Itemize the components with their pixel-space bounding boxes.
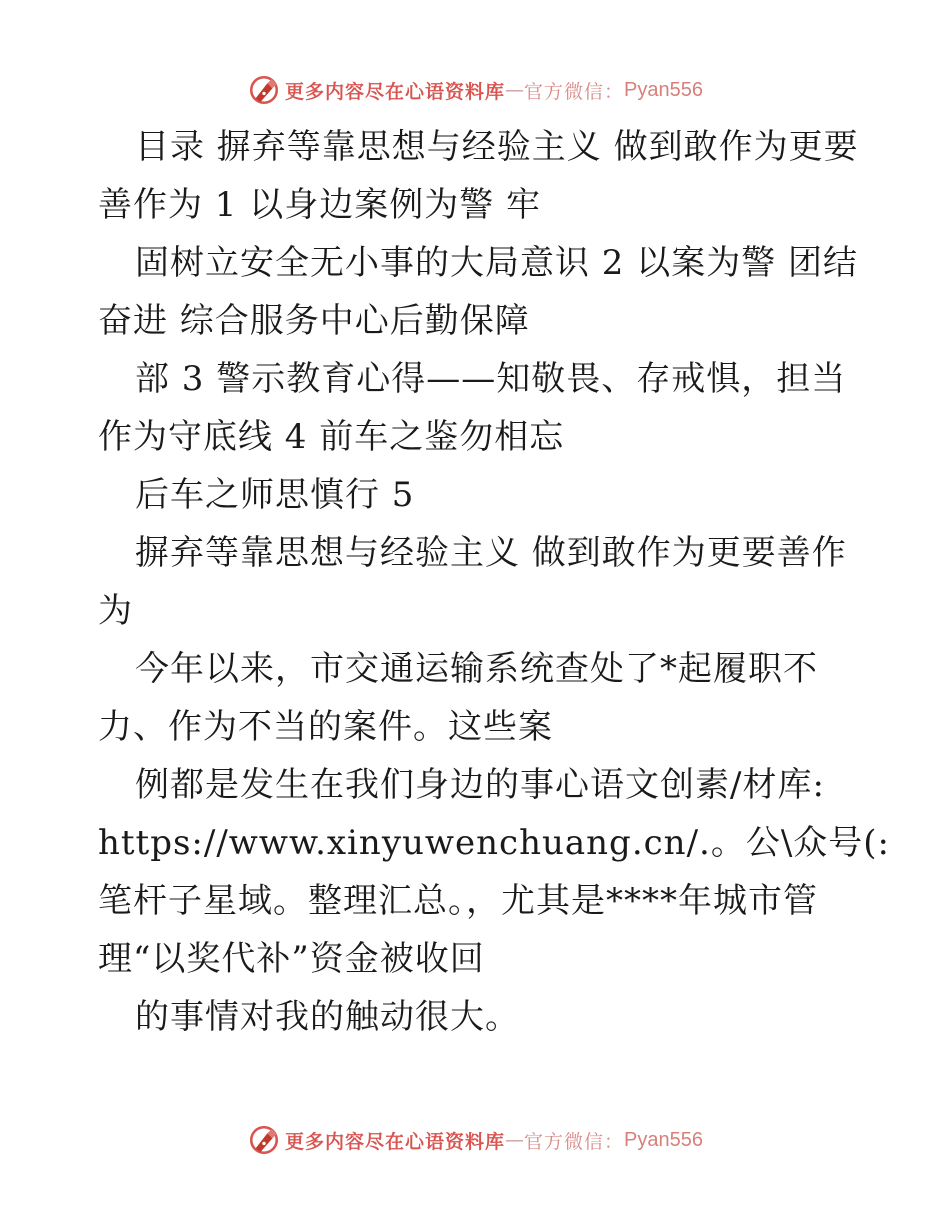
header-site-name: 更多内容尽在心语资料库 bbox=[285, 80, 506, 103]
document-body bbox=[98, 118, 891, 1046]
text-line: 摒弃等靠思想与经验主义 做到敢作为更要善作 bbox=[135, 533, 847, 573]
text-line: 固树立安全无小事的大局意识 2 以案为警 团结 bbox=[135, 243, 859, 283]
text-line: 的事情对我的触动很大。 bbox=[135, 997, 520, 1037]
text-line: 力、作为不当的案件。这些案 bbox=[98, 707, 553, 747]
text-line: 部 3 警示教育心得——知敬畏、存戒惧，担当 bbox=[135, 359, 847, 399]
text-line: 例都是发生在我们身边的事心语文创素/材库: bbox=[135, 765, 825, 805]
footer-separator: — bbox=[505, 1129, 525, 1151]
text-line: 奋进 综合服务中心后勤保障 bbox=[98, 301, 530, 341]
footer-account: Pyan556 bbox=[624, 1128, 703, 1151]
pen-nib-logo-icon bbox=[247, 1123, 281, 1157]
text-line: 今年以来，市交通运输系统查处了*起履职不 bbox=[135, 649, 818, 689]
header-account: Pyan556 bbox=[624, 78, 703, 101]
header-separator: — bbox=[505, 79, 525, 101]
footer-wechat-label: 官方微信： bbox=[524, 1130, 625, 1153]
text-line: 为 bbox=[98, 591, 133, 631]
text-line: 目录 摒弃等靠思想与经验主义 做到敢作为更要 bbox=[135, 127, 859, 167]
header-wechat-label: 官方微信： bbox=[524, 80, 625, 103]
text-line: 笔杆子星域。整理汇总。，尤其是****年城市管 bbox=[98, 881, 818, 921]
text-line: 理“以奖代补”资金被收回 bbox=[98, 939, 485, 979]
text-line: https://www.xinyuwenchuang.cn/.。公\众号(: bbox=[98, 823, 891, 863]
header-banner bbox=[0, 70, 950, 110]
text-line: 作为守底线 4 前车之鉴勿相忘 bbox=[98, 417, 565, 457]
footer-site-name: 更多内容尽在心语资料库 bbox=[285, 1130, 506, 1153]
text-line: 后车之师思慎行 5 bbox=[135, 475, 415, 515]
footer-banner bbox=[0, 1120, 950, 1160]
pen-nib-logo-icon bbox=[247, 73, 281, 107]
text-line: 善作为 1 以身边案例为警 牢 bbox=[98, 185, 542, 225]
